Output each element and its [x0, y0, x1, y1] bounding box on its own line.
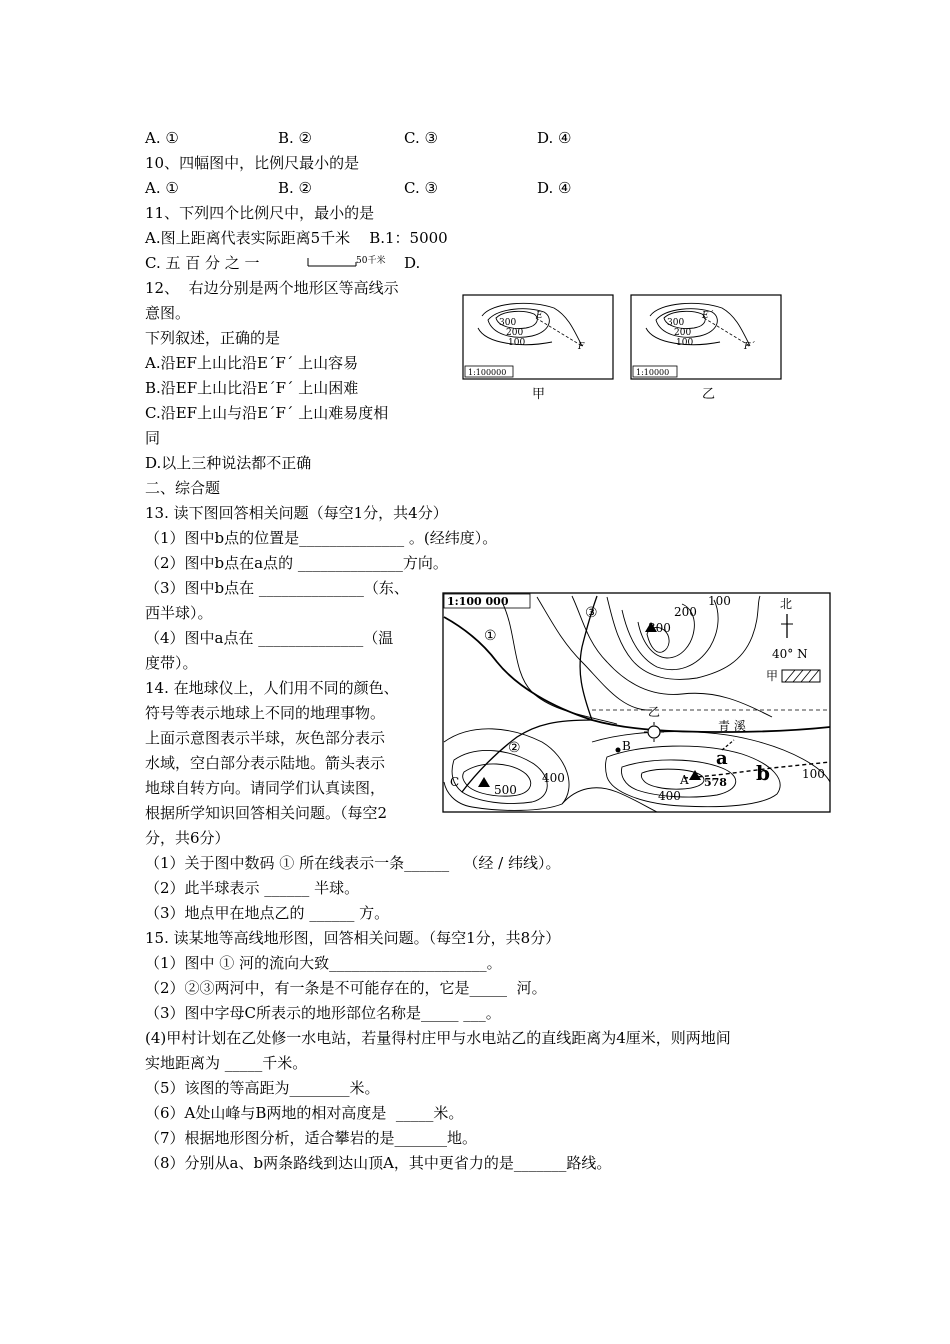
q9-option-c: C. ③	[404, 129, 438, 147]
contour-300: 300	[648, 621, 671, 635]
contour-500: 500	[494, 783, 517, 797]
q15-part-5: （5）该图的等高距为________米。	[145, 1079, 380, 1097]
label-C: C	[450, 775, 460, 789]
contour-200: 200	[674, 328, 692, 338]
section-title: 二、综合题	[145, 479, 221, 497]
q15-part-4: (4)甲村计划在乙处修一水电站，若量得村庄甲与水电站乙的直线距离为4厘米，则两地间	[145, 1029, 731, 1047]
contour-map-yi	[630, 294, 782, 380]
map-scale: 1:100000	[468, 368, 507, 377]
line-scale-figure	[306, 252, 398, 272]
q10-option-a: A. ①	[145, 179, 179, 197]
latitude-label: 40° N	[772, 647, 808, 661]
q13-part-3: （3）图中b点在 ______________（东、	[145, 579, 409, 597]
point-f: F	[578, 342, 585, 352]
q9-option-d: D. ④	[537, 129, 572, 147]
q14-stem-3: 上面示意图表示半球，灰色部分表示	[145, 729, 386, 747]
q12-option-c: C.沿EF上山与沿E´F´ 上山难易度相	[145, 404, 389, 422]
q12-option-d: D.以上三种说法都不正确	[145, 454, 312, 472]
scale-label: 50千米	[356, 256, 386, 266]
label-a: a	[716, 748, 728, 769]
q9-option-b: B. ②	[278, 129, 313, 147]
caption-jia: 甲	[532, 387, 546, 402]
contour-100: 100	[508, 338, 526, 348]
q11-stem: 11、下列四个比例尺中，最小的是	[145, 204, 375, 222]
q13-stem: 13. 读下图回答相关问题（每空1分，共4分）	[145, 504, 448, 522]
q15-part-2: （2）②③两河中，有一条是不可能存在的，它是_____ 河。	[145, 979, 547, 997]
q15-part-8: （8）分别从a、b两条路线到达山顶A，其中更省力的是_______路线。	[145, 1154, 612, 1172]
q12-option-c-cont: 同	[145, 429, 161, 447]
q14-stem-6: 根据所学知识回答相关问题。（每空2	[145, 804, 388, 822]
q11-option-c: C. 五 百 分 之 一	[145, 254, 260, 272]
q10-option-b: B. ②	[278, 179, 313, 197]
q14-stem-2: 符号等表示地球上不同的地理事物。	[145, 704, 386, 722]
q15-part-6: （6）A处山峰与B两地的相对高度是 _____米。	[145, 1104, 464, 1122]
q13-part-3-cont: 西半球）。	[145, 604, 213, 622]
label-A: A	[680, 773, 689, 787]
contour-200: 200	[674, 605, 697, 619]
q13-part-1: （1）图中b点的位置是______________ 。(经纬度）。	[145, 529, 498, 547]
q14-stem-7: 分，共6分）	[145, 829, 230, 847]
q13-part-2: （2）图中b点在a点的 ______________方向。	[145, 554, 448, 572]
contour-100: 100	[708, 594, 731, 608]
q12-stem-2: 意图。	[145, 304, 191, 322]
q14-stem-4: 水域，空白部分表示陆地。箭头表示	[145, 754, 386, 772]
river-2-label: ②	[508, 740, 521, 756]
river-1-label: ①	[484, 628, 497, 644]
q14-stem-1: 14. 在地球仪上，人们用不同的颜色、	[145, 679, 399, 697]
q13-part-4: （4）图中a点在 ______________（温	[145, 629, 394, 647]
q15-stem: 15. 读某地等高线地形图，回答相关问题。（每空1分，共8分）	[145, 929, 561, 947]
contour-300: 300	[499, 318, 517, 328]
summit-578: 578	[704, 776, 727, 789]
q14-part-2: （2）此半球表示 ______ 半球。	[145, 879, 360, 897]
q10-option-c: C. ③	[404, 179, 438, 197]
topographic-map	[442, 592, 832, 814]
q15-part-3: （3）图中字母C所表示的地形部位名称是_____ ___。	[145, 1004, 501, 1022]
q12-option-b: B.沿EF上山比沿E´F´ 上山困难	[145, 379, 359, 397]
label-B: B	[622, 739, 631, 753]
label-b: b	[756, 761, 770, 785]
q12-stem-1: 12、 右边分别是两个地形区等高线示	[145, 279, 399, 297]
point-f-prime: F´	[744, 342, 755, 352]
river-3-label: ③	[585, 605, 598, 621]
q13-part-4-cont: 度带）。	[145, 654, 198, 672]
q14-stem-5: 地球自转方向。请同学们认真读图，	[145, 779, 386, 797]
q15-part-1: （1）图中 ① 河的流向大致_____________________。	[145, 954, 502, 972]
contour-200: 200	[506, 328, 524, 338]
q11-option-ab: A.图上距离代表实际距离5千米 B.1：5000	[145, 229, 448, 247]
q15-part-7: （7）根据地形图分析，适合攀岩的是_______地。	[145, 1129, 478, 1147]
legend-jia-label: 甲	[766, 669, 779, 683]
q11-option-d: D.	[404, 254, 421, 272]
q10-stem: 10、四幅图中，比例尺最小的是	[145, 154, 360, 172]
q14-part-3: （3）地点甲在地点乙的 ______ 方。	[145, 904, 390, 922]
caption-yi: 乙	[702, 387, 716, 402]
contour-400-right: 400	[658, 789, 681, 803]
contour-100: 100	[676, 338, 694, 348]
map-scale: 1:10000	[636, 368, 670, 377]
q12-option-a: A.沿EF上山比沿E´F´ 上山容易	[145, 354, 359, 372]
river-name: 青 溪	[718, 719, 746, 733]
contour-400-left: 400	[542, 771, 565, 785]
north-label: 北	[780, 597, 793, 611]
point-e: E	[536, 311, 543, 321]
contour-100-right: 100	[802, 767, 825, 781]
point-e-prime: E´	[702, 311, 714, 321]
contour-300: 300	[667, 318, 685, 328]
q9-option-a: A. ①	[145, 129, 179, 147]
yi-label: 乙	[648, 705, 661, 719]
map-scale: 1:100 000	[447, 595, 509, 608]
q12-stem-3: 下列叙述，正确的是	[145, 329, 281, 347]
q14-part-1: （1）关于图中数码 ① 所在线表示一条______ （经 / 纬线）。	[145, 854, 561, 872]
q15-part-4-cont: 实地距离为 _____千米。	[145, 1054, 308, 1072]
contour-map-jia	[462, 294, 614, 380]
q10-option-d: D. ④	[537, 179, 572, 197]
